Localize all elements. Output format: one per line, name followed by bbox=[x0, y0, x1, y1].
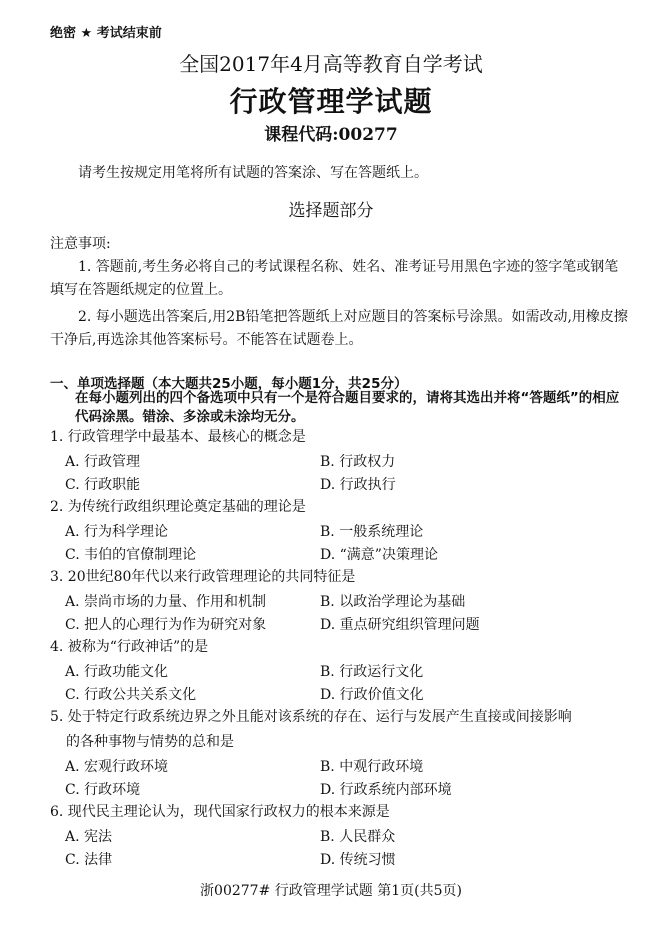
question-stem: 5. 处于特定行政系统边界之外且能对该系统的存在、运行与发展产生直接或间接影响 bbox=[50, 709, 572, 725]
question-option: B. 以政治学理论为基础 bbox=[320, 594, 466, 610]
question-option: C. 行政公共关系文化 bbox=[65, 687, 197, 703]
question-option: D. “满意”决策理论 bbox=[320, 547, 438, 563]
question-option: D. 行政系统内部环境 bbox=[320, 782, 452, 798]
question-stem-continued: 的各种事物与情势的总和是 bbox=[66, 734, 234, 750]
question-option: C. 把人的心理行为作为研究对象 bbox=[65, 617, 267, 633]
question-option: A. 行政功能文化 bbox=[65, 664, 169, 680]
question-option: A. 行政管理 bbox=[65, 454, 141, 470]
question-option: D. 重点研究组织管理问题 bbox=[320, 617, 480, 633]
answer-instruction: 请考生按规定用笔将所有试题的答案涂、写在答题纸上。 bbox=[78, 165, 428, 181]
question-stem: 2. 为传统行政组织理论奠定基础的理论是 bbox=[50, 499, 306, 515]
question-option: C. 法律 bbox=[65, 852, 113, 868]
page-footer: 浙00277# 行政管理学试题 第1页(共5页) bbox=[200, 883, 462, 899]
question-stem: 3. 20世纪80年代以来行政管理理论的共同特征是 bbox=[50, 569, 356, 585]
note-item: 1. 答题前,考生务必将自己的考试课程名称、姓名、准考证号用黑色字迹的签字笔或钢笔填写在答题纸规定的位置上。 bbox=[50, 259, 619, 298]
question-option: D. 传统习惯 bbox=[320, 852, 396, 868]
part-heading: 一、单项选择题（本大题共25小题，每小题1分，共25分） bbox=[50, 376, 408, 392]
part-note: 在每小题列出的四个备选项中只有一个是符合题目要求的，请将其选出并将“答题纸”的相应代码涂黑。错涂、多涂或未涂均无分。 bbox=[75, 390, 620, 425]
question-option: B. 行政运行文化 bbox=[320, 664, 424, 680]
question-option: C. 行政职能 bbox=[65, 477, 141, 493]
confidential-label: 绝密 ★ 考试结束前 bbox=[50, 26, 162, 41]
question-option: B. 中观行政环境 bbox=[320, 759, 424, 775]
question-option: C. 行政环境 bbox=[65, 782, 141, 798]
question-stem: 1. 行政管理学中最基本、最核心的概念是 bbox=[50, 429, 306, 445]
question-option: A. 崇尚市场的力量、作用和机制 bbox=[65, 594, 267, 610]
note-item: 2. 每小题选出答案后,用2B铅笔把答题纸上对应题目的答案标号涂黑。如需改动,用橡皮擦干净后,再选涂其他答案标号。不能答在试题卷上。 bbox=[50, 309, 628, 348]
question-option: A. 宏观行政环境 bbox=[65, 759, 169, 775]
question-option: B. 人民群众 bbox=[320, 829, 396, 845]
course-code: 课程代码:00277 bbox=[264, 125, 398, 145]
question-stem: 6. 现代民主理论认为，现代国家行政权力的根本来源是 bbox=[50, 804, 390, 820]
exam-title-line1: 全国2017年4月高等教育自学考试 bbox=[179, 52, 483, 76]
question-option: A. 宪法 bbox=[65, 829, 113, 845]
notes-heading: 注意事项: bbox=[50, 236, 111, 252]
question-option: D. 行政执行 bbox=[320, 477, 396, 493]
question-option: A. 行为科学理论 bbox=[65, 524, 169, 540]
question-option: D. 行政价值文化 bbox=[320, 687, 424, 703]
question-stem: 4. 被称为“行政神话”的是 bbox=[50, 639, 209, 655]
question-option: B. 一般系统理论 bbox=[320, 524, 424, 540]
exam-title: 行政管理学试题 bbox=[229, 85, 433, 118]
question-option: B. 行政权力 bbox=[320, 454, 396, 470]
section-title: 选择题部分 bbox=[288, 201, 374, 221]
question-option: C. 韦伯的官僚制理论 bbox=[65, 547, 197, 563]
